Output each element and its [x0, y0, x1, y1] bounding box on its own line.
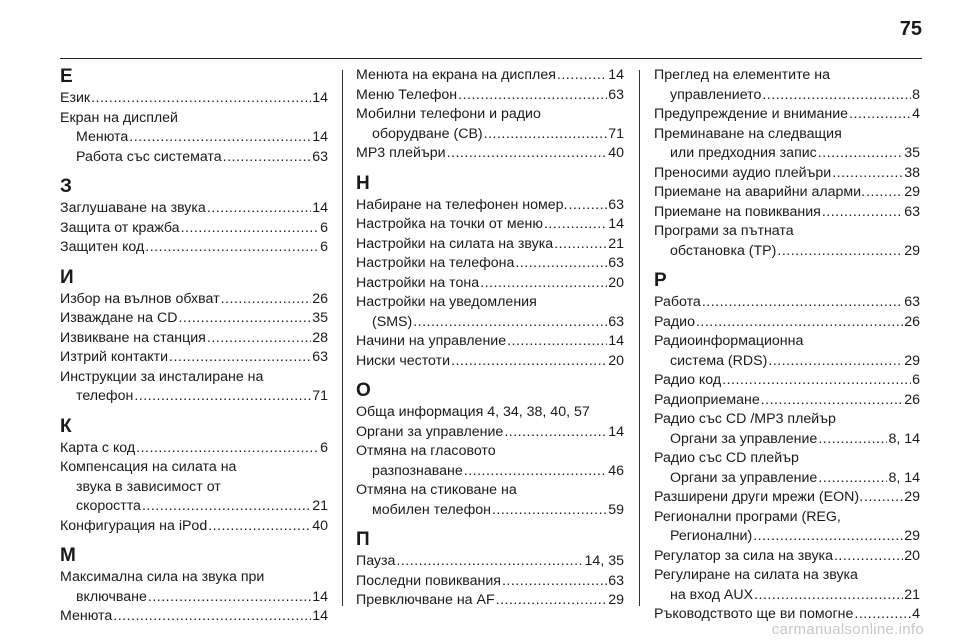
entry-term: Регулатор за сила на звука — [654, 547, 833, 564]
dot-leader — [866, 183, 903, 203]
dot-leader — [864, 488, 903, 508]
entry-page: 28 — [312, 329, 328, 346]
entry-term: Защитен код — [60, 239, 145, 255]
dot-leader — [169, 348, 311, 368]
index-entry — [654, 293, 920, 313]
entry-term: Работа със системата — [76, 148, 222, 165]
entry-term: Приемане на аварийни аларми. — [654, 184, 866, 200]
dot-leader — [451, 352, 607, 372]
section-letter: Р — [654, 270, 667, 291]
entry-page: 71 — [312, 388, 328, 404]
index-section — [60, 66, 328, 167]
index-entry-heading: Радио със CD плейър — [654, 450, 799, 466]
entry-term: Радио код — [654, 372, 722, 388]
index-entry-heading: Отмяна на стиковане на — [356, 482, 517, 498]
dot-leader — [136, 439, 319, 459]
dot-leader — [818, 469, 887, 489]
index-entry — [356, 552, 624, 572]
entry-page: 71 — [608, 125, 624, 142]
entry-page: 20 — [904, 547, 920, 564]
index-section — [356, 66, 624, 164]
index-entry — [654, 144, 920, 164]
entry-page: 14 — [312, 588, 328, 605]
dot-leader — [208, 517, 311, 537]
entry-term: Настройка на точки от меню — [356, 216, 543, 232]
entry-term: Карта с код — [60, 439, 136, 456]
entry-page: 6 — [320, 239, 328, 255]
index-entry — [654, 203, 920, 223]
entry-term: Ръководството ще ви помогне — [654, 606, 854, 622]
section-letter: П — [356, 529, 370, 550]
index-entry-heading: Радиоинформационна — [654, 333, 804, 349]
index-entry — [60, 219, 328, 239]
index-entry — [356, 591, 624, 611]
column-divider — [639, 70, 640, 606]
index-section — [356, 380, 624, 520]
dot-leader — [496, 591, 608, 611]
entry-term: Избор на вълнов обхват — [60, 290, 220, 307]
watermark: carmanualsonline.info — [771, 621, 924, 638]
index-entry — [60, 439, 328, 459]
dot-leader — [832, 164, 903, 184]
page-number: 75 — [899, 18, 922, 40]
dot-leader — [447, 144, 608, 164]
entry-term: Настройки на тона — [356, 274, 480, 291]
dot-leader — [702, 293, 903, 313]
dot-leader — [761, 391, 903, 411]
section-letter: К — [60, 415, 72, 437]
index-entry-heading: Обща информация 4, 34, 38, 40, 57 — [356, 404, 590, 420]
index-entry-heading: Настройки на уведомления — [356, 294, 537, 310]
dot-leader — [396, 552, 583, 572]
entry-page: 29 — [608, 592, 624, 608]
index-section — [60, 267, 328, 407]
entry-page: 14 — [608, 67, 624, 83]
entry-page: 29 — [904, 528, 920, 544]
entry-page: 63 — [608, 86, 624, 103]
index-section — [654, 66, 920, 261]
entry-page: 26 — [904, 391, 920, 408]
index-entry — [60, 517, 328, 537]
entry-page: 29 — [904, 184, 920, 200]
entry-term: Набиране на телефонен номер. — [356, 196, 568, 213]
entry-page: 63 — [608, 313, 624, 330]
section-letter: Н — [356, 172, 370, 194]
entry-page: 63 — [312, 349, 328, 365]
entry-term: скоростта — [76, 498, 141, 514]
index-entry — [356, 274, 624, 294]
index-entry — [60, 588, 328, 608]
section-letter: Е — [60, 66, 73, 87]
dot-leader — [569, 196, 608, 216]
entry-page: 35 — [312, 310, 328, 326]
dot-leader — [178, 309, 311, 329]
index-entry — [60, 607, 328, 627]
entry-term: Органи за управление — [670, 469, 818, 486]
index-entry — [654, 183, 920, 203]
entry-page: 59 — [608, 501, 624, 518]
dot-leader — [134, 387, 311, 407]
entry-page: 14 — [312, 90, 328, 106]
entry-term: Менюта — [76, 129, 129, 145]
index-entry — [654, 469, 920, 489]
entry-term: на вход AUX — [670, 586, 754, 603]
dot-leader — [762, 86, 911, 106]
dot-leader — [223, 148, 312, 168]
dot-leader — [413, 313, 607, 333]
entry-page: 63 — [904, 294, 920, 310]
index-section — [60, 176, 328, 258]
entry-term: мобилен телефон — [372, 501, 491, 518]
dot-leader — [91, 89, 311, 109]
index-entry — [356, 254, 624, 274]
entry-term: Конфигурация на iPod — [60, 517, 208, 534]
entry-term: Настройки на телефона — [356, 255, 515, 271]
index-entry-heading: Преглед на елементите на — [654, 67, 830, 83]
entry-term: Последни повиквания — [356, 572, 501, 589]
dot-leader — [722, 371, 911, 391]
entry-term: управлението — [670, 86, 762, 103]
index-entry — [356, 235, 624, 255]
entry-page: 21 — [312, 498, 328, 514]
entry-page: 6 — [912, 372, 920, 388]
entry-term: система (RDS) — [670, 352, 768, 369]
entry-term: Менюта — [60, 608, 113, 624]
index-section — [60, 416, 328, 537]
section-letter: О — [356, 380, 371, 401]
entry-page: 29 — [904, 352, 920, 369]
index-section — [654, 270, 920, 625]
entry-term: Изтрий контакти — [60, 349, 168, 365]
entry-term: MP3 плейъри — [356, 145, 446, 161]
index-entry — [654, 586, 920, 606]
entry-term: Радио — [654, 313, 695, 330]
column-divider — [342, 70, 343, 606]
index-entry — [60, 238, 328, 258]
index-entry-heading: Инструкции за инсталиране на — [60, 368, 264, 385]
index-entry — [356, 313, 624, 333]
index-entry — [60, 348, 328, 368]
entry-term: телефон — [76, 388, 134, 404]
entry-page: 8, 14 — [888, 430, 920, 447]
entry-page: 4 — [912, 106, 920, 122]
index-entry-heading: Компенсация на силата на — [60, 459, 237, 475]
entry-page: 40 — [312, 517, 328, 534]
dot-leader — [818, 144, 903, 164]
entry-page: 26 — [904, 313, 920, 330]
index-entry-heading: Регионални програми (REG, — [654, 508, 841, 525]
entry-term: Менюта на екрана на дисплея — [356, 67, 556, 83]
entry-page: 14 — [312, 200, 328, 216]
index-column-1 — [60, 66, 328, 627]
entry-term: Начини на управление — [356, 333, 507, 349]
index-section — [356, 173, 624, 372]
entry-page: 6 — [320, 439, 328, 456]
dot-leader — [849, 105, 911, 125]
entry-term: (SMS) — [372, 313, 413, 330]
entry-term: или предходния запис — [670, 145, 817, 161]
index-entry — [654, 164, 920, 184]
dot-leader — [207, 329, 311, 349]
entry-page: 8 — [912, 86, 920, 103]
entry-term: Настройки на силата на звука — [356, 235, 554, 252]
entry-term: Приемане на повиквания — [654, 203, 821, 220]
entry-page: 40 — [608, 145, 624, 161]
index-entry — [356, 572, 624, 592]
entry-page: 14 — [608, 216, 624, 232]
dot-leader — [480, 274, 607, 294]
entry-page: 14 — [312, 608, 328, 624]
entry-term: Органи за управление — [356, 423, 504, 440]
entry-term: Език — [60, 90, 91, 106]
index-entry — [60, 329, 328, 349]
entry-page: 63 — [608, 572, 624, 589]
dot-leader — [221, 290, 312, 310]
dot-leader — [129, 128, 311, 148]
entry-page: 63 — [312, 148, 328, 165]
dot-leader — [753, 527, 903, 547]
index-entry — [60, 148, 328, 168]
entry-term: Превключване на AF — [356, 592, 495, 608]
dot-leader — [754, 586, 903, 606]
dot-leader — [777, 242, 903, 262]
index-entry-heading: Радио със CD /MP3 плейър — [654, 411, 836, 427]
index-entry — [60, 199, 328, 219]
index-entry — [654, 391, 920, 411]
index-entry-heading: Отмяна на гласовото — [356, 443, 496, 459]
index-entry — [60, 290, 328, 310]
entry-page: 29 — [904, 242, 920, 259]
dot-leader — [515, 254, 607, 274]
index-column-2 — [356, 66, 624, 611]
index-entry — [654, 547, 920, 567]
entry-term: разпознаване — [372, 462, 463, 479]
index-entry-heading: звука в зависимост от — [76, 478, 221, 495]
entry-page: 14 — [312, 129, 328, 145]
entry-term: обстановка (TP) — [670, 242, 777, 259]
entry-term: Органи за управление — [670, 430, 818, 447]
dot-leader — [504, 423, 607, 443]
entry-page: 21 — [608, 235, 624, 252]
index-entry-heading: Екран на дисплей — [60, 109, 178, 126]
index-entry — [60, 89, 328, 109]
dot-leader — [554, 235, 607, 255]
entry-page: 8, 14 — [888, 469, 920, 486]
entry-page: 14 — [608, 423, 624, 440]
entry-page: 14 — [608, 333, 624, 349]
section-letter: З — [60, 176, 72, 197]
dot-leader — [181, 219, 320, 239]
entry-term: Разширени други мрежи (EON). — [654, 489, 864, 505]
index-entry-heading: Мобилни телефони и радио — [356, 106, 541, 122]
dot-leader — [818, 430, 887, 450]
entry-term: Преносими аудио плейъри — [654, 164, 832, 181]
index-entry — [654, 371, 920, 391]
entry-term: оборудване (CB) — [372, 125, 483, 142]
index-entry — [356, 125, 624, 145]
dot-leader — [544, 215, 607, 235]
dot-leader — [464, 462, 607, 482]
index-entry — [654, 86, 920, 106]
index-entry — [356, 215, 624, 235]
dot-leader — [492, 501, 607, 521]
entry-term: Радиоприемане — [654, 391, 760, 408]
index-entry — [356, 462, 624, 482]
entry-term: Меню Телефон — [356, 86, 458, 103]
index-entry — [356, 332, 624, 352]
dot-leader — [148, 588, 311, 608]
entry-term: Защита от кражба — [60, 219, 180, 236]
index-entry — [356, 66, 624, 86]
index-section — [60, 545, 328, 627]
entry-page: 38 — [904, 164, 920, 181]
index-entry — [356, 196, 624, 216]
entry-term: Регионални) — [670, 528, 753, 544]
dot-leader — [142, 497, 311, 517]
index-entry — [60, 309, 328, 329]
index-entry — [60, 497, 328, 517]
index-section — [356, 529, 624, 611]
index-entry — [356, 86, 624, 106]
index-entry-heading: Максимална сила на звука при — [60, 569, 265, 585]
dot-leader — [458, 86, 607, 106]
index-entry — [654, 488, 920, 508]
entry-term: Заглушаване на звука — [60, 200, 206, 216]
entry-page: 46 — [608, 462, 624, 479]
dot-leader — [834, 547, 903, 567]
dot-leader — [507, 332, 607, 352]
entry-term: включване — [76, 588, 147, 605]
dot-leader — [502, 572, 607, 592]
index-entry — [356, 144, 624, 164]
index-column-3 — [654, 66, 920, 625]
dot-leader — [145, 238, 319, 258]
entry-page: 14, 35 — [584, 553, 624, 569]
index-entry — [654, 352, 920, 372]
dot-leader — [484, 125, 608, 145]
entry-page: 35 — [904, 145, 920, 161]
entry-term: Пауза — [356, 553, 396, 569]
index-entry — [356, 501, 624, 521]
index-entry — [60, 128, 328, 148]
entry-page: 20 — [608, 274, 624, 291]
entry-page: 6 — [320, 219, 328, 236]
dot-leader — [557, 66, 607, 86]
index-entry — [356, 423, 624, 443]
entry-page: 63 — [608, 255, 624, 271]
entry-page: 21 — [904, 586, 920, 603]
entry-term: Ниски честоти — [356, 352, 451, 369]
entry-page: 20 — [608, 352, 624, 369]
entry-page: 63 — [904, 203, 920, 220]
entry-page: 63 — [608, 196, 624, 213]
index-entry-heading: Преминаване на следващия — [654, 125, 842, 142]
entry-page: 29 — [904, 489, 920, 505]
dot-leader — [113, 607, 311, 627]
entry-page: 4 — [912, 606, 920, 622]
index-entry-heading: Регулиране на силата на звука — [654, 567, 858, 583]
dot-leader — [207, 199, 311, 219]
section-letter: И — [60, 266, 74, 288]
dot-leader — [822, 203, 903, 223]
entry-page: 26 — [312, 290, 328, 307]
index-entry — [654, 430, 920, 450]
section-letter: М — [60, 545, 76, 566]
header-rule — [60, 58, 922, 59]
index-entry — [60, 387, 328, 407]
index-entry — [356, 352, 624, 372]
entry-term: Извикване на станция — [60, 329, 206, 346]
index-entry — [654, 313, 920, 333]
index-entry-heading: Програми за пътната — [654, 223, 794, 239]
entry-term: Работа — [654, 294, 701, 310]
index-entry — [654, 527, 920, 547]
index-entry — [654, 242, 920, 262]
entry-term: Предупреждение и внимание — [654, 106, 849, 122]
entry-term: Изваждане на CD — [60, 310, 178, 326]
index-entry — [654, 105, 920, 125]
dot-leader — [696, 313, 903, 333]
dot-leader — [768, 352, 903, 372]
